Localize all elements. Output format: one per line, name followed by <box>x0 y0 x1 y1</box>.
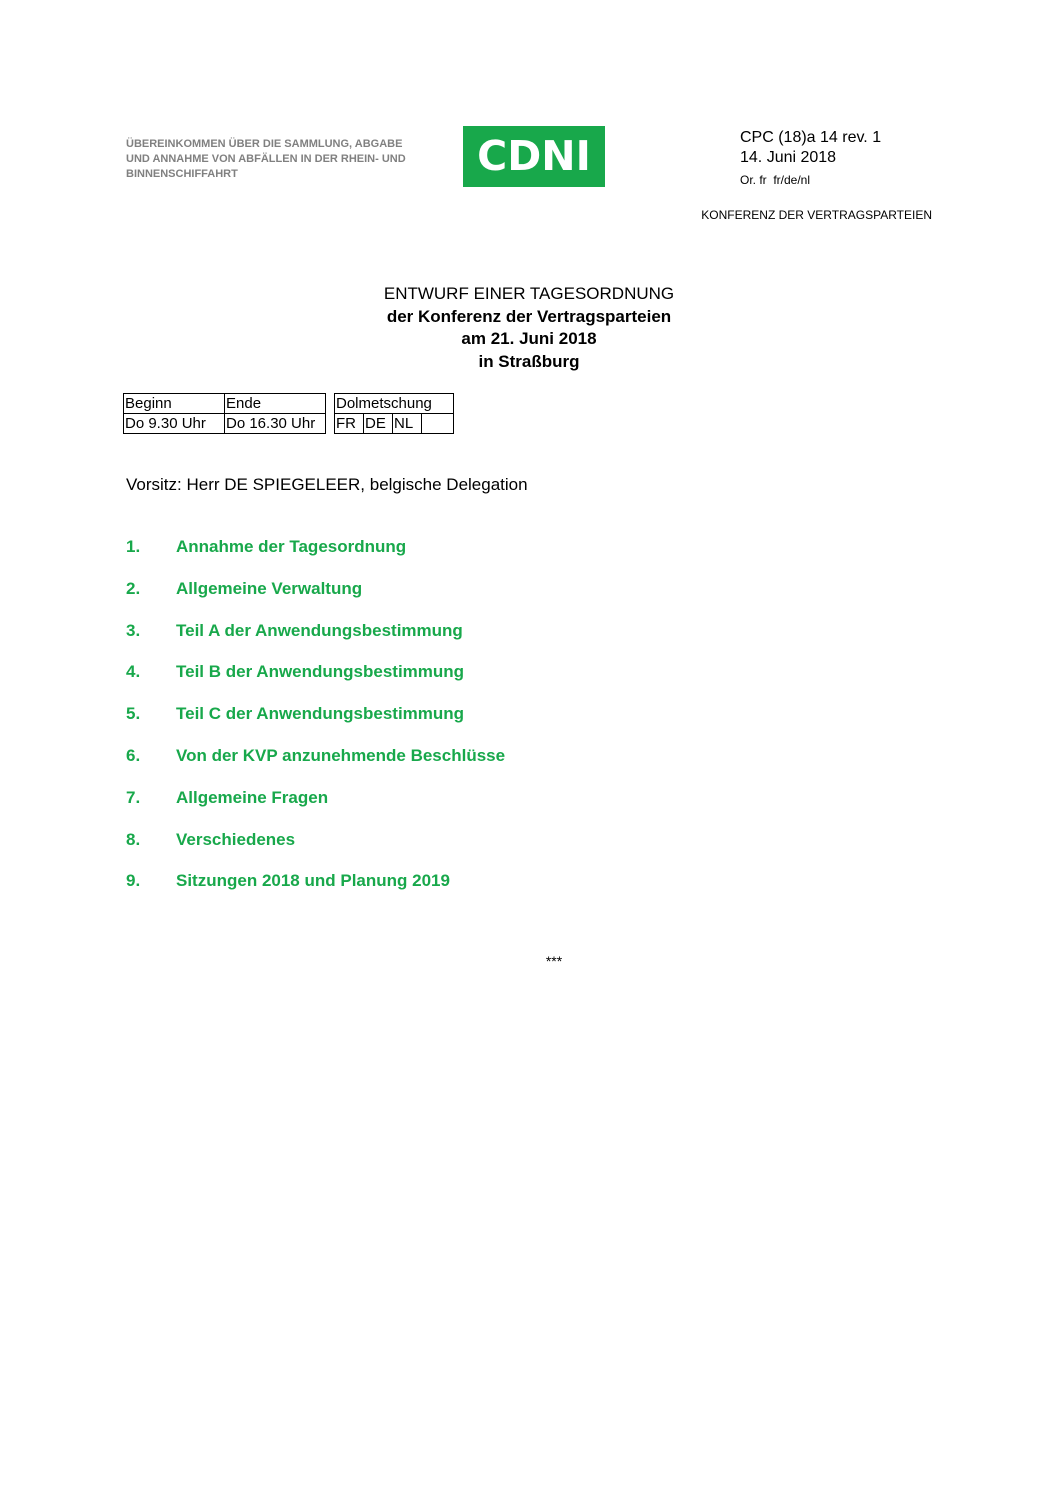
agenda-item-title: Verschiedenes <box>176 829 296 849</box>
agenda-item-number: 2. <box>126 578 141 598</box>
title-line: der Konferenz der Vertragsparteien <box>386 306 672 326</box>
title-line: in Straßburg <box>478 351 580 371</box>
agenda-item-number: 7. <box>126 787 141 807</box>
agenda-item-title: Teil C der Anwendungsbestimmung <box>176 704 465 724</box>
table-row <box>335 414 454 434</box>
table-row <box>124 414 326 434</box>
agenda-item-number: 5. <box>126 704 141 724</box>
agenda-item-title: Sitzungen 2018 und Planung 2019 <box>176 871 450 891</box>
organization-name <box>126 137 456 182</box>
cdni-logo <box>463 126 605 187</box>
agenda-item-title: Teil B der Anwendungsbestimmung <box>176 662 465 682</box>
end-value: Do 16.30 Uhr <box>225 414 326 434</box>
document-code: CPC (18)a 14 rev. 1 <box>740 129 882 146</box>
organization-name-line: ÜBEREINKOMMEN ÜBER DIE SAMMLUNG, ABGABE <box>126 138 403 150</box>
organization-name-line: BINNENSCHIFFAHRT <box>126 168 238 180</box>
title-line: ENTWURF EINER TAGESORDNUNG <box>383 284 675 303</box>
language-cell: DE <box>364 414 393 434</box>
table-row <box>124 394 326 414</box>
chair-line: Vorsitz: Herr DE SPIEGELEER, belgische Delegation <box>126 475 528 494</box>
agenda-item-number: 8. <box>126 829 141 849</box>
agenda-item-title: Teil A der Anwendungsbestimmung <box>176 620 463 640</box>
agenda-item-number: 4. <box>126 662 141 682</box>
organization-name-line: UND ANNAHME VON ABFÄLLEN IN DER RHEIN- UND <box>126 153 406 165</box>
end-mark: *** <box>545 953 563 969</box>
agenda-item-number: 3. <box>126 620 141 640</box>
language-cell <box>422 414 454 434</box>
document-reference <box>740 128 1000 190</box>
title-line: am 21. Juni 2018 <box>461 329 597 348</box>
agenda-item-number: 1. <box>126 537 141 556</box>
agenda-item-title: Allgemeine Fragen <box>176 787 329 807</box>
document-title <box>200 283 858 373</box>
original-languages: Or. fr fr/de/nl <box>740 173 811 187</box>
interpretation-table <box>334 393 454 434</box>
language-cell: FR <box>335 414 364 434</box>
logo-text: CDNI <box>477 132 591 180</box>
schedule-table <box>123 393 326 434</box>
table-row <box>335 394 454 414</box>
start-header: Beginn <box>124 394 225 414</box>
start-value: Do 9.30 Uhr <box>124 414 225 434</box>
agenda-item-title: Von der KVP anzunehmende Beschlüsse <box>176 745 506 765</box>
document-date: 14. Juni 2018 <box>740 149 837 166</box>
interpretation-header: Dolmetschung <box>335 394 454 414</box>
end-header: Ende <box>225 394 326 414</box>
language-cell: NL <box>393 414 422 434</box>
agenda-item-number: 9. <box>126 871 141 891</box>
agenda-item-title: Annahme der Tagesordnung <box>176 537 407 556</box>
conference-body-name: KONFERENZ DER VERTRAGSPARTEIEN <box>701 208 932 222</box>
agenda-item-title: Allgemeine Verwaltung <box>176 578 363 598</box>
agenda-item-number: 6. <box>126 745 141 765</box>
